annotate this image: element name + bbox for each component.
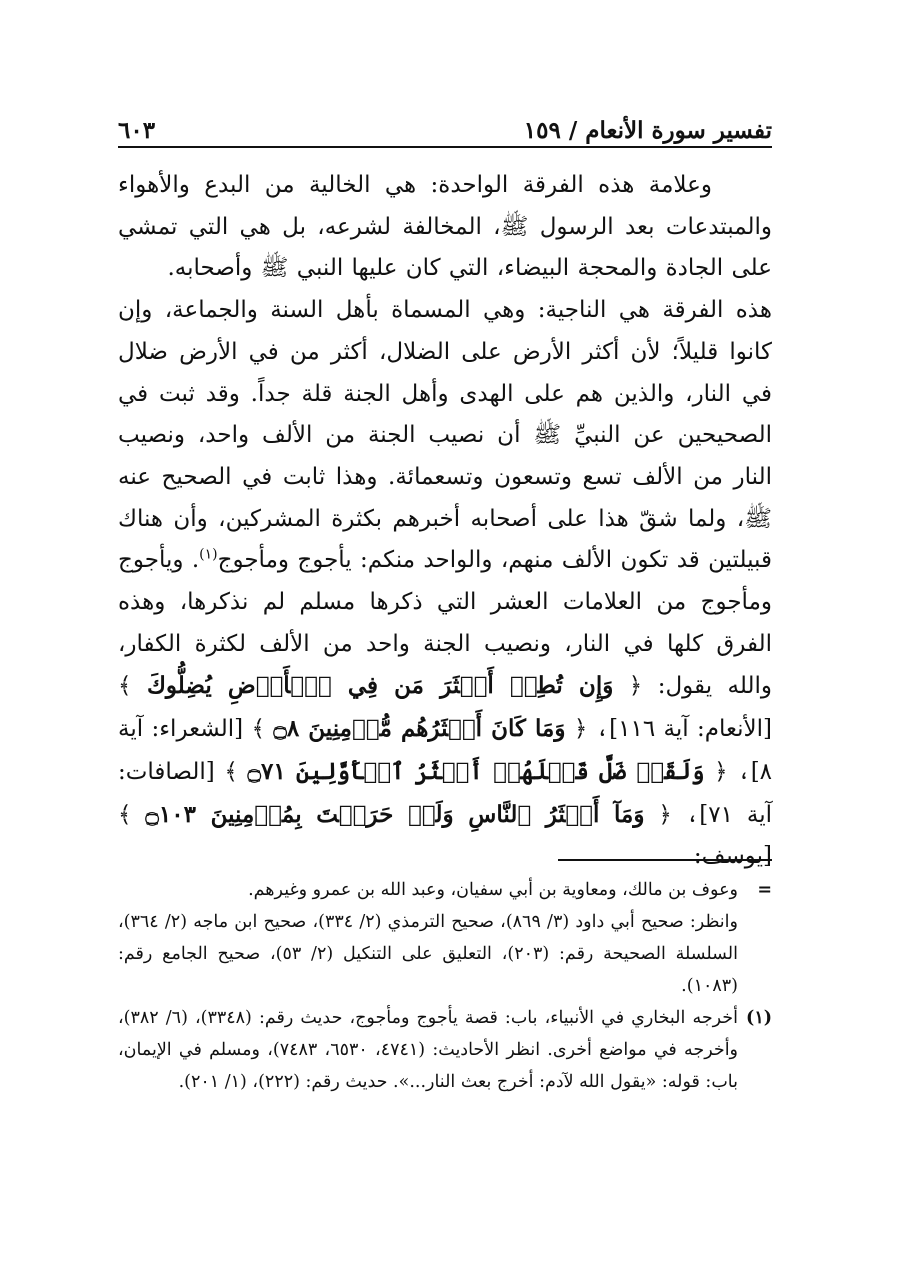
verse-bracket-open: ﴿ bbox=[658, 801, 672, 828]
verse-reference-1: [الأنعام: آية ١١٦]، bbox=[595, 716, 773, 743]
running-header bbox=[118, 104, 772, 144]
footnote-continuation bbox=[118, 874, 772, 1002]
verse-reference-3: [الصافات: آية ٧١]، bbox=[118, 758, 773, 828]
quran-verse-4: وَمَآ أَكۡثَرُ ٱلنَّاسِ وَلَوۡ حَرَصۡتَ بِمُؤۡمِنِينَ ۝١٠٣ bbox=[145, 800, 645, 828]
verse-bracket-open: ﴿ bbox=[573, 716, 588, 743]
footnote-1 bbox=[118, 1002, 772, 1098]
footnotes bbox=[118, 874, 772, 1098]
verse-reference-4: [يوسف: bbox=[693, 843, 772, 870]
verse-bracket-close: ﴾ bbox=[224, 758, 238, 785]
header-title: تفسير سورة الأنعام / ١٥٩ bbox=[523, 117, 772, 144]
footnote-continuation-line-2: وانظر: صحيح أبي داود (٣/ ٨٦٩)، صحيح الترمذي (٢/ ٣٣٤)، صحيح ابن ماجه (٢/ ٣٦٤)، السلسلة الصحيحة رقم: (٢٠٣)، التعليق على التنكيل (٢/ ٥٣)، صحيح الجامع رقم: (١٠٨٣). bbox=[118, 912, 738, 996]
verse-bracket-open: ﴿ bbox=[714, 758, 728, 785]
footnote-separator bbox=[558, 859, 772, 861]
verse-bracket-close: ﴾ bbox=[118, 673, 132, 700]
verse-bracket-close: ﴾ bbox=[118, 801, 132, 828]
footnote-continuation-line-1: وعوف بن مالك، ومعاوية بن أبي سفيان، وعبد الله بن عمرو وغيرهم. bbox=[248, 880, 738, 900]
quran-verse-3: وَلَقَدۡ ضَلَّ قَبۡلَهُمۡ أَكۡثَرُ ٱلۡأَوَّلِينَ ۝٧١ bbox=[247, 757, 705, 785]
paragraph-1: وعلامة هذه الفرقة الواحدة: هي الخالية من البدع والأهواء والمبتدعات بعد الرسول ﷺ، المخالفة لشرعه، بل هي التي تمشي على الجادة والمحجة البيضاء، التي كان عليها النبي ﷺ وأصحابه. bbox=[118, 172, 772, 282]
footnote-1-marker: (١) bbox=[746, 1008, 772, 1028]
quran-verse-2: وَمَا كَانَ أَكۡثَرُهُم مُّؤۡمِنِينَ ۝٨ bbox=[273, 715, 566, 743]
paragraph-2 bbox=[118, 290, 772, 878]
verse-reference-2: [الشعراء: آية ٨]، bbox=[118, 716, 773, 785]
verse-bracket-open: ﴿ bbox=[628, 673, 643, 700]
header-rule bbox=[118, 146, 772, 148]
paragraph-2-part-b: . ويأجوج ومأجوج من العلامات العشر التي ذكرها مسلم لم نذكرها، وهذه الفرق كلها في النار، ونصيب الجنة واحد من الألف لكثرة الكفار، والله يقول: bbox=[118, 547, 772, 700]
page-number: ٦٠٣ bbox=[118, 117, 156, 144]
footnote-1-text: أخرجه البخاري في الأنبياء، باب: قصة يأجوج ومأجوج، حديث رقم: (٣٣٤٨)، (٦/ ٣٨٢)، وأخرجه في مواضع أخرى. انظر الأحاديث: (٤٧٤١، ٦٥٣٠، ٧٤٨٣)، ومسلم في الإيمان، باب: قوله: «يقول الله لآدم: أخرج بعث النار...». حديث رقم: (٢٢٢)، (١/ ٢٠١). bbox=[118, 1008, 739, 1092]
footnote-reference-1: (١) bbox=[199, 546, 218, 563]
main-text bbox=[118, 165, 772, 878]
paragraph-2-part-a: هذه الفرقة هي الناجية: وهي المسماة بأهل السنة والجماعة، وإن كانوا قليلاً؛ لأن أكثر الأرض على الضلال، أكثر من في الأرض ضلال في النار، والذين هم على الهدى وأهل الجنة قلة جداً. وقد ثبت في الصحيحين عن النبيِّ ﷺ أن نصيب الجنة من الألف واحد، ونصيب النار من الألف تسع وتسعون وتسعمائة. وهذا ثابت في الصحيح عنه ﷺ، ولما شقّ هذا على أصحابه أخبرهم بكثرة المشركين، وأن هناك قبيلتين قد تكون الألف منهم، والواحد منكم: يأجوج ومأجوج bbox=[118, 297, 772, 574]
quran-verse-1: وَإِن تُطِعۡ أَكۡثَرَ مَن فِي ٱلۡأَرۡضِ يُضِلُّوكَ bbox=[146, 672, 614, 700]
verse-bracket-close: ﴾ bbox=[251, 716, 265, 743]
continuation-marker: = bbox=[757, 880, 772, 900]
